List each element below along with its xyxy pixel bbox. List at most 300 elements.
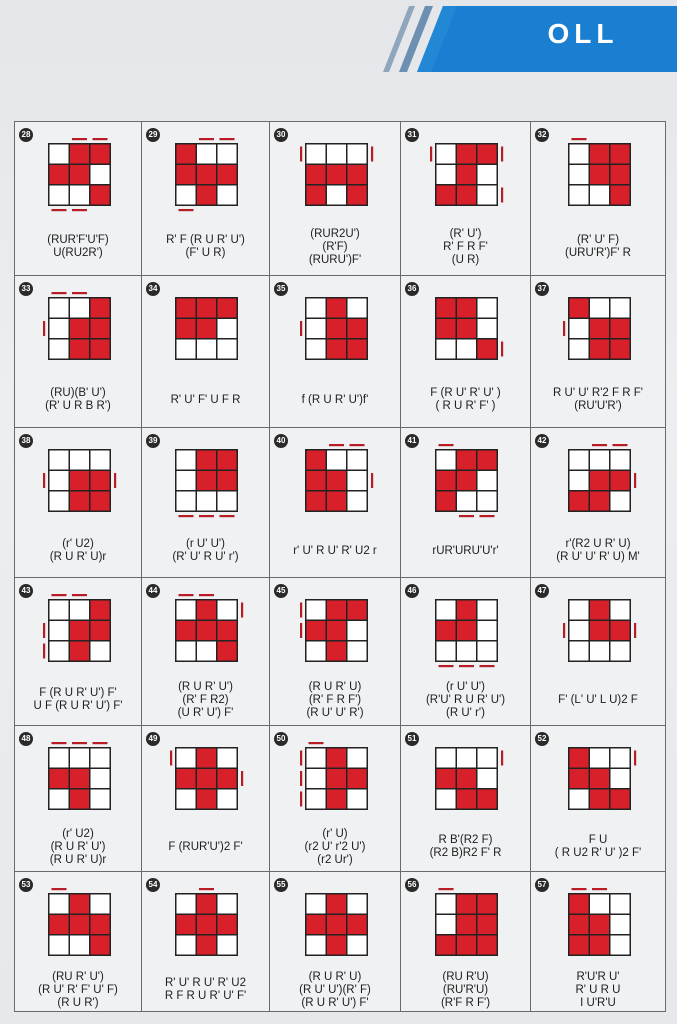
unoriented-sticker: [347, 790, 366, 809]
oll-case-28: [14, 121, 142, 276]
side-sticker-right: [241, 771, 243, 786]
algorithm: [15, 687, 141, 713]
algorithm: [401, 971, 530, 1010]
unoriented-sticker: [478, 621, 497, 640]
side-sticker-top: [592, 444, 607, 446]
oriented-sticker: [478, 790, 497, 809]
oriented-sticker: [306, 165, 325, 184]
oll-case-46: [400, 577, 531, 726]
oriented-sticker: [327, 642, 346, 661]
unoriented-sticker: [49, 145, 68, 164]
oriented-sticker: [457, 471, 476, 490]
oll-case-39: [141, 427, 270, 578]
unoriented-sticker: [90, 769, 109, 788]
oriented-sticker: [457, 319, 476, 338]
oriented-sticker: [90, 492, 109, 511]
algorithm: [401, 681, 530, 720]
unoriented-sticker: [177, 749, 196, 768]
oriented-sticker: [457, 769, 476, 788]
unoriented-sticker: [49, 471, 68, 490]
oll-case-37: [530, 275, 666, 428]
unoriented-sticker: [457, 340, 476, 359]
case-number: 40: [274, 434, 288, 448]
oriented-sticker: [306, 451, 325, 470]
algorithm-line: (R' U R B R'): [45, 400, 111, 412]
oriented-sticker: [478, 936, 497, 955]
unoriented-sticker: [177, 492, 196, 511]
oriented-sticker: [218, 915, 237, 934]
oriented-sticker: [347, 165, 366, 184]
side-sticker-top: [571, 888, 586, 890]
oriented-sticker: [90, 915, 109, 934]
oriented-sticker: [590, 340, 609, 359]
algorithm-line: ( R U R' F' ): [435, 400, 496, 412]
algorithm-line: ( R U2 R' U' )2 F': [554, 847, 642, 859]
oriented-sticker: [218, 299, 237, 318]
algorithm-line: rUR'URU'U'r': [432, 544, 499, 557]
case-number: 33: [19, 282, 33, 296]
unoriented-sticker: [90, 451, 109, 470]
algorithm-line: (U R' U') F': [177, 706, 234, 719]
side-sticker-bottom: [459, 665, 474, 667]
oriented-sticker: [90, 621, 109, 640]
unoriented-sticker: [590, 642, 609, 661]
algorithm-line: (R U R' U): [308, 971, 362, 983]
oriented-sticker: [457, 621, 476, 640]
algorithm: [142, 538, 269, 564]
case-number: 34: [146, 282, 160, 296]
unoriented-sticker: [197, 492, 216, 511]
unoriented-sticker: [437, 601, 456, 620]
side-sticker-top: [72, 742, 87, 744]
oll-case-34: [141, 275, 270, 428]
side-sticker-top: [51, 888, 66, 890]
algorithm-line: U F (R U R' U') F': [33, 700, 123, 712]
oriented-sticker: [610, 471, 629, 490]
algorithm-line: (RU R' U'): [52, 971, 104, 983]
oriented-sticker: [610, 621, 629, 640]
oriented-sticker: [569, 915, 588, 934]
unoriented-sticker: [569, 319, 588, 338]
algorithm-line: (RU R'U): [442, 971, 489, 983]
case-number: 51: [405, 732, 419, 746]
algorithm-line: r'(R2 U R' U): [565, 538, 631, 550]
oll-case-29: [141, 121, 270, 276]
side-sticker-bottom: [439, 665, 454, 667]
algorithm-line: R' F R F': [443, 240, 488, 253]
algorithm-line: (R'U' R U R' U'): [425, 693, 506, 706]
side-sticker-left: [43, 623, 45, 638]
algorithm-line: f (R U R' U')f': [301, 393, 369, 406]
oll-pattern-diagram: [166, 884, 247, 965]
unoriented-sticker: [347, 621, 366, 640]
algorithm-line: F (R U' R' U' ): [430, 387, 501, 399]
case-number: 45: [274, 584, 288, 598]
unoriented-sticker: [49, 492, 68, 511]
oll-pattern-diagram: [296, 884, 377, 965]
unoriented-sticker: [177, 451, 196, 470]
oriented-sticker: [70, 165, 89, 184]
unoriented-sticker: [437, 642, 456, 661]
oriented-sticker: [590, 936, 609, 955]
unoriented-sticker: [49, 451, 68, 470]
oriented-sticker: [90, 319, 109, 338]
oriented-sticker: [49, 915, 68, 934]
unoriented-sticker: [610, 749, 629, 768]
oriented-sticker: [569, 769, 588, 788]
algorithm-line: R'U'R U': [576, 971, 620, 983]
oriented-sticker: [457, 915, 476, 934]
algorithm-line: F U: [588, 834, 608, 846]
oriented-sticker: [437, 492, 456, 511]
oll-case-50: [269, 725, 401, 872]
oriented-sticker: [478, 340, 497, 359]
oll-pattern-diagram: [559, 590, 640, 671]
case-number: 49: [146, 732, 160, 746]
side-sticker-top: [571, 138, 586, 140]
case-number: 42: [535, 434, 549, 448]
side-sticker-top: [179, 594, 194, 596]
side-sticker-top: [439, 888, 454, 890]
oriented-sticker: [90, 299, 109, 318]
side-sticker-top: [51, 594, 66, 596]
algorithm: [15, 538, 141, 564]
unoriented-sticker: [569, 145, 588, 164]
oriented-sticker: [197, 319, 216, 338]
algorithm-line: R' U R U: [575, 984, 621, 996]
side-sticker-top: [51, 292, 66, 294]
side-sticker-right: [501, 188, 503, 203]
side-sticker-left: [300, 792, 302, 807]
unoriented-sticker: [90, 642, 109, 661]
algorithm: [270, 394, 400, 407]
oriented-sticker: [478, 915, 497, 934]
oll-case-32: [530, 121, 666, 276]
unoriented-sticker: [569, 340, 588, 359]
algorithm-line: (R' U'): [449, 227, 482, 240]
oriented-sticker: [306, 492, 325, 511]
unoriented-sticker: [610, 492, 629, 511]
unoriented-sticker: [90, 749, 109, 768]
oll-pattern-diagram: [426, 134, 507, 215]
algorithm: [531, 834, 665, 860]
side-sticker-left: [43, 644, 45, 659]
oriented-sticker: [610, 319, 629, 338]
algorithm-line: (R U R' U') F': [301, 997, 369, 1009]
oriented-sticker: [177, 145, 196, 164]
algorithm: [531, 387, 665, 413]
unoriented-sticker: [306, 769, 325, 788]
case-number: 38: [19, 434, 33, 448]
unoriented-sticker: [569, 165, 588, 184]
algorithm-line: (r' U): [322, 827, 348, 840]
unoriented-sticker: [70, 601, 89, 620]
case-number: 35: [274, 282, 288, 296]
oriented-sticker: [197, 165, 216, 184]
algorithm-line: (U R): [451, 253, 480, 266]
side-sticker-top: [439, 444, 454, 446]
oriented-sticker: [90, 471, 109, 490]
unoriented-sticker: [478, 319, 497, 338]
unoriented-sticker: [70, 186, 89, 205]
oriented-sticker: [327, 790, 346, 809]
unoriented-sticker: [49, 340, 68, 359]
oriented-sticker: [218, 621, 237, 640]
unoriented-sticker: [478, 471, 497, 490]
unoriented-sticker: [306, 790, 325, 809]
oriented-sticker: [457, 895, 476, 914]
case-number: 41: [405, 434, 419, 448]
unoriented-sticker: [457, 749, 476, 768]
algorithm: [270, 228, 400, 267]
unoriented-sticker: [590, 451, 609, 470]
side-sticker-top: [51, 742, 66, 744]
unoriented-sticker: [437, 340, 456, 359]
algorithm-line: (R U R' U)r: [49, 853, 107, 866]
unoriented-sticker: [478, 492, 497, 511]
oriented-sticker: [70, 915, 89, 934]
oriented-sticker: [197, 186, 216, 205]
side-sticker-top: [199, 888, 214, 890]
unoriented-sticker: [90, 790, 109, 809]
unoriented-sticker: [327, 451, 346, 470]
side-sticker-left: [300, 771, 302, 786]
unoriented-sticker: [49, 621, 68, 640]
side-sticker-top: [329, 444, 344, 446]
oriented-sticker: [177, 299, 196, 318]
unoriented-sticker: [306, 340, 325, 359]
oll-case-30: [269, 121, 401, 276]
oll-pattern-diagram: [296, 288, 377, 369]
oriented-sticker: [306, 621, 325, 640]
oll-case-48: [14, 725, 142, 872]
algorithm: [401, 545, 530, 558]
side-sticker-left: [300, 321, 302, 336]
algorithm-line: R' U' R U' R' U2: [165, 977, 246, 989]
oriented-sticker: [218, 642, 237, 661]
unoriented-sticker: [306, 936, 325, 955]
side-sticker-top: [72, 138, 87, 140]
unoriented-sticker: [177, 790, 196, 809]
unoriented-sticker: [478, 186, 497, 205]
side-sticker-top: [308, 742, 323, 744]
oriented-sticker: [70, 642, 89, 661]
side-sticker-top: [349, 444, 364, 446]
oriented-sticker: [437, 936, 456, 955]
oriented-sticker: [327, 936, 346, 955]
unoriented-sticker: [218, 790, 237, 809]
algorithm-line: F (RUR'U')2 F': [168, 840, 243, 853]
unoriented-sticker: [457, 642, 476, 661]
oll-pattern-diagram: [166, 134, 247, 215]
algorithm-line: U(RU2R'): [53, 247, 103, 259]
side-sticker-left: [300, 603, 302, 618]
oll-case-49: [141, 725, 270, 872]
unoriented-sticker: [49, 895, 68, 914]
case-number: 55: [274, 878, 288, 892]
oriented-sticker: [457, 299, 476, 318]
side-sticker-top: [592, 888, 607, 890]
side-sticker-bottom: [179, 515, 194, 517]
oriented-sticker: [306, 186, 325, 205]
unoriented-sticker: [437, 790, 456, 809]
side-sticker-right: [501, 147, 503, 162]
unoriented-sticker: [437, 915, 456, 934]
oriented-sticker: [437, 299, 456, 318]
unoriented-sticker: [610, 451, 629, 470]
algorithm-line: (r U' U'): [186, 538, 225, 550]
case-number: 43: [19, 584, 33, 598]
oriented-sticker: [49, 165, 68, 184]
unoriented-sticker: [610, 895, 629, 914]
unoriented-sticker: [70, 936, 89, 955]
oll-pattern-diagram: [296, 738, 377, 819]
unoriented-sticker: [177, 601, 196, 620]
oriented-sticker: [610, 186, 629, 205]
oriented-sticker: [90, 936, 109, 955]
case-number: 28: [19, 128, 33, 142]
oriented-sticker: [590, 145, 609, 164]
side-sticker-left: [43, 321, 45, 336]
oriented-sticker: [70, 492, 89, 511]
oll-case-54: [141, 871, 270, 1012]
unoriented-sticker: [49, 601, 68, 620]
side-sticker-bottom: [199, 515, 214, 517]
oriented-sticker: [347, 186, 366, 205]
oll-case-grid: [14, 121, 665, 1011]
unoriented-sticker: [177, 471, 196, 490]
oll-case-55: [269, 871, 401, 1012]
algorithm-line: (RU'U'R'): [574, 400, 622, 412]
unoriented-sticker: [478, 769, 497, 788]
oriented-sticker: [457, 601, 476, 620]
unoriented-sticker: [610, 936, 629, 955]
oriented-sticker: [327, 601, 346, 620]
oll-case-43: [14, 577, 142, 726]
oll-case-40: [269, 427, 401, 578]
unoriented-sticker: [49, 790, 68, 809]
algorithm: [15, 971, 141, 1010]
oriented-sticker: [327, 915, 346, 934]
algorithm: [15, 234, 141, 260]
unoriented-sticker: [70, 749, 89, 768]
oriented-sticker: [177, 319, 196, 338]
oll-pattern-diagram: [39, 738, 120, 819]
algorithm-line: (r' U2): [62, 538, 94, 550]
oll-pattern-diagram: [426, 440, 507, 521]
algorithm: [142, 977, 269, 1003]
algorithm-line: (R U' r'): [446, 706, 485, 719]
oriented-sticker: [90, 340, 109, 359]
case-number: 52: [535, 732, 549, 746]
unoriented-sticker: [90, 895, 109, 914]
side-sticker-top: [220, 138, 235, 140]
oll-case-42: [530, 427, 666, 578]
unoriented-sticker: [590, 186, 609, 205]
unoriented-sticker: [177, 186, 196, 205]
algorithm-line: (R U R' U): [308, 680, 362, 693]
algorithm-line: (URU'R')F' R: [565, 247, 631, 259]
algorithm: [142, 681, 269, 720]
oriented-sticker: [327, 165, 346, 184]
unoriented-sticker: [70, 451, 89, 470]
algorithm-line: (R' F R F'): [308, 693, 362, 706]
oriented-sticker: [437, 621, 456, 640]
oriented-sticker: [177, 621, 196, 640]
side-sticker-top: [92, 742, 107, 744]
algorithm-line: (r U' U'): [446, 680, 485, 693]
side-sticker-right: [241, 603, 243, 618]
oll-case-56: [400, 871, 531, 1012]
unoriented-sticker: [347, 642, 366, 661]
algorithm-line: (R U R'): [57, 997, 99, 1009]
oriented-sticker: [610, 790, 629, 809]
oll-pattern-diagram: [559, 440, 640, 521]
unoriented-sticker: [49, 186, 68, 205]
unoriented-sticker: [569, 642, 588, 661]
algorithm-line: (RU'R'U): [442, 984, 489, 996]
oriented-sticker: [457, 165, 476, 184]
oll-case-35: [269, 275, 401, 428]
oriented-sticker: [90, 601, 109, 620]
side-sticker-right: [371, 473, 373, 488]
side-sticker-top: [612, 444, 627, 446]
oriented-sticker: [590, 769, 609, 788]
algorithm-line: (R U R' U'): [50, 840, 106, 853]
unoriented-sticker: [478, 601, 497, 620]
side-sticker-right: [634, 751, 636, 766]
case-number: 29: [146, 128, 160, 142]
side-sticker-left: [300, 751, 302, 766]
oriented-sticker: [197, 601, 216, 620]
oriented-sticker: [478, 145, 497, 164]
unoriented-sticker: [218, 319, 237, 338]
algorithm-line: (r2 U' r'2 U'): [304, 840, 366, 853]
oriented-sticker: [478, 451, 497, 470]
oll-pattern-diagram: [559, 884, 640, 965]
oriented-sticker: [569, 936, 588, 955]
oll-case-33: [14, 275, 142, 428]
oll-case-53: [14, 871, 142, 1012]
side-sticker-right: [501, 342, 503, 357]
oriented-sticker: [590, 471, 609, 490]
unoriented-sticker: [327, 145, 346, 164]
oriented-sticker: [437, 769, 456, 788]
algorithm-line: R' U' F' U F R: [170, 393, 241, 406]
oll-pattern-diagram: [296, 590, 377, 671]
unoriented-sticker: [347, 471, 366, 490]
side-sticker-right: [634, 623, 636, 638]
unoriented-sticker: [197, 642, 216, 661]
oriented-sticker: [590, 319, 609, 338]
oriented-sticker: [347, 319, 366, 338]
case-number: 30: [274, 128, 288, 142]
oriented-sticker: [197, 749, 216, 768]
algorithm: [401, 228, 530, 267]
algorithm: [142, 841, 269, 854]
unoriented-sticker: [347, 895, 366, 914]
algorithm-line: R F R U R' U' F': [164, 990, 247, 1002]
oriented-sticker: [177, 769, 196, 788]
side-sticker-right: [114, 473, 116, 488]
oll-case-45: [269, 577, 401, 726]
unoriented-sticker: [347, 145, 366, 164]
unoriented-sticker: [347, 749, 366, 768]
oriented-sticker: [590, 915, 609, 934]
oriented-sticker: [197, 895, 216, 914]
algorithm: [142, 394, 269, 407]
algorithm: [142, 234, 269, 260]
